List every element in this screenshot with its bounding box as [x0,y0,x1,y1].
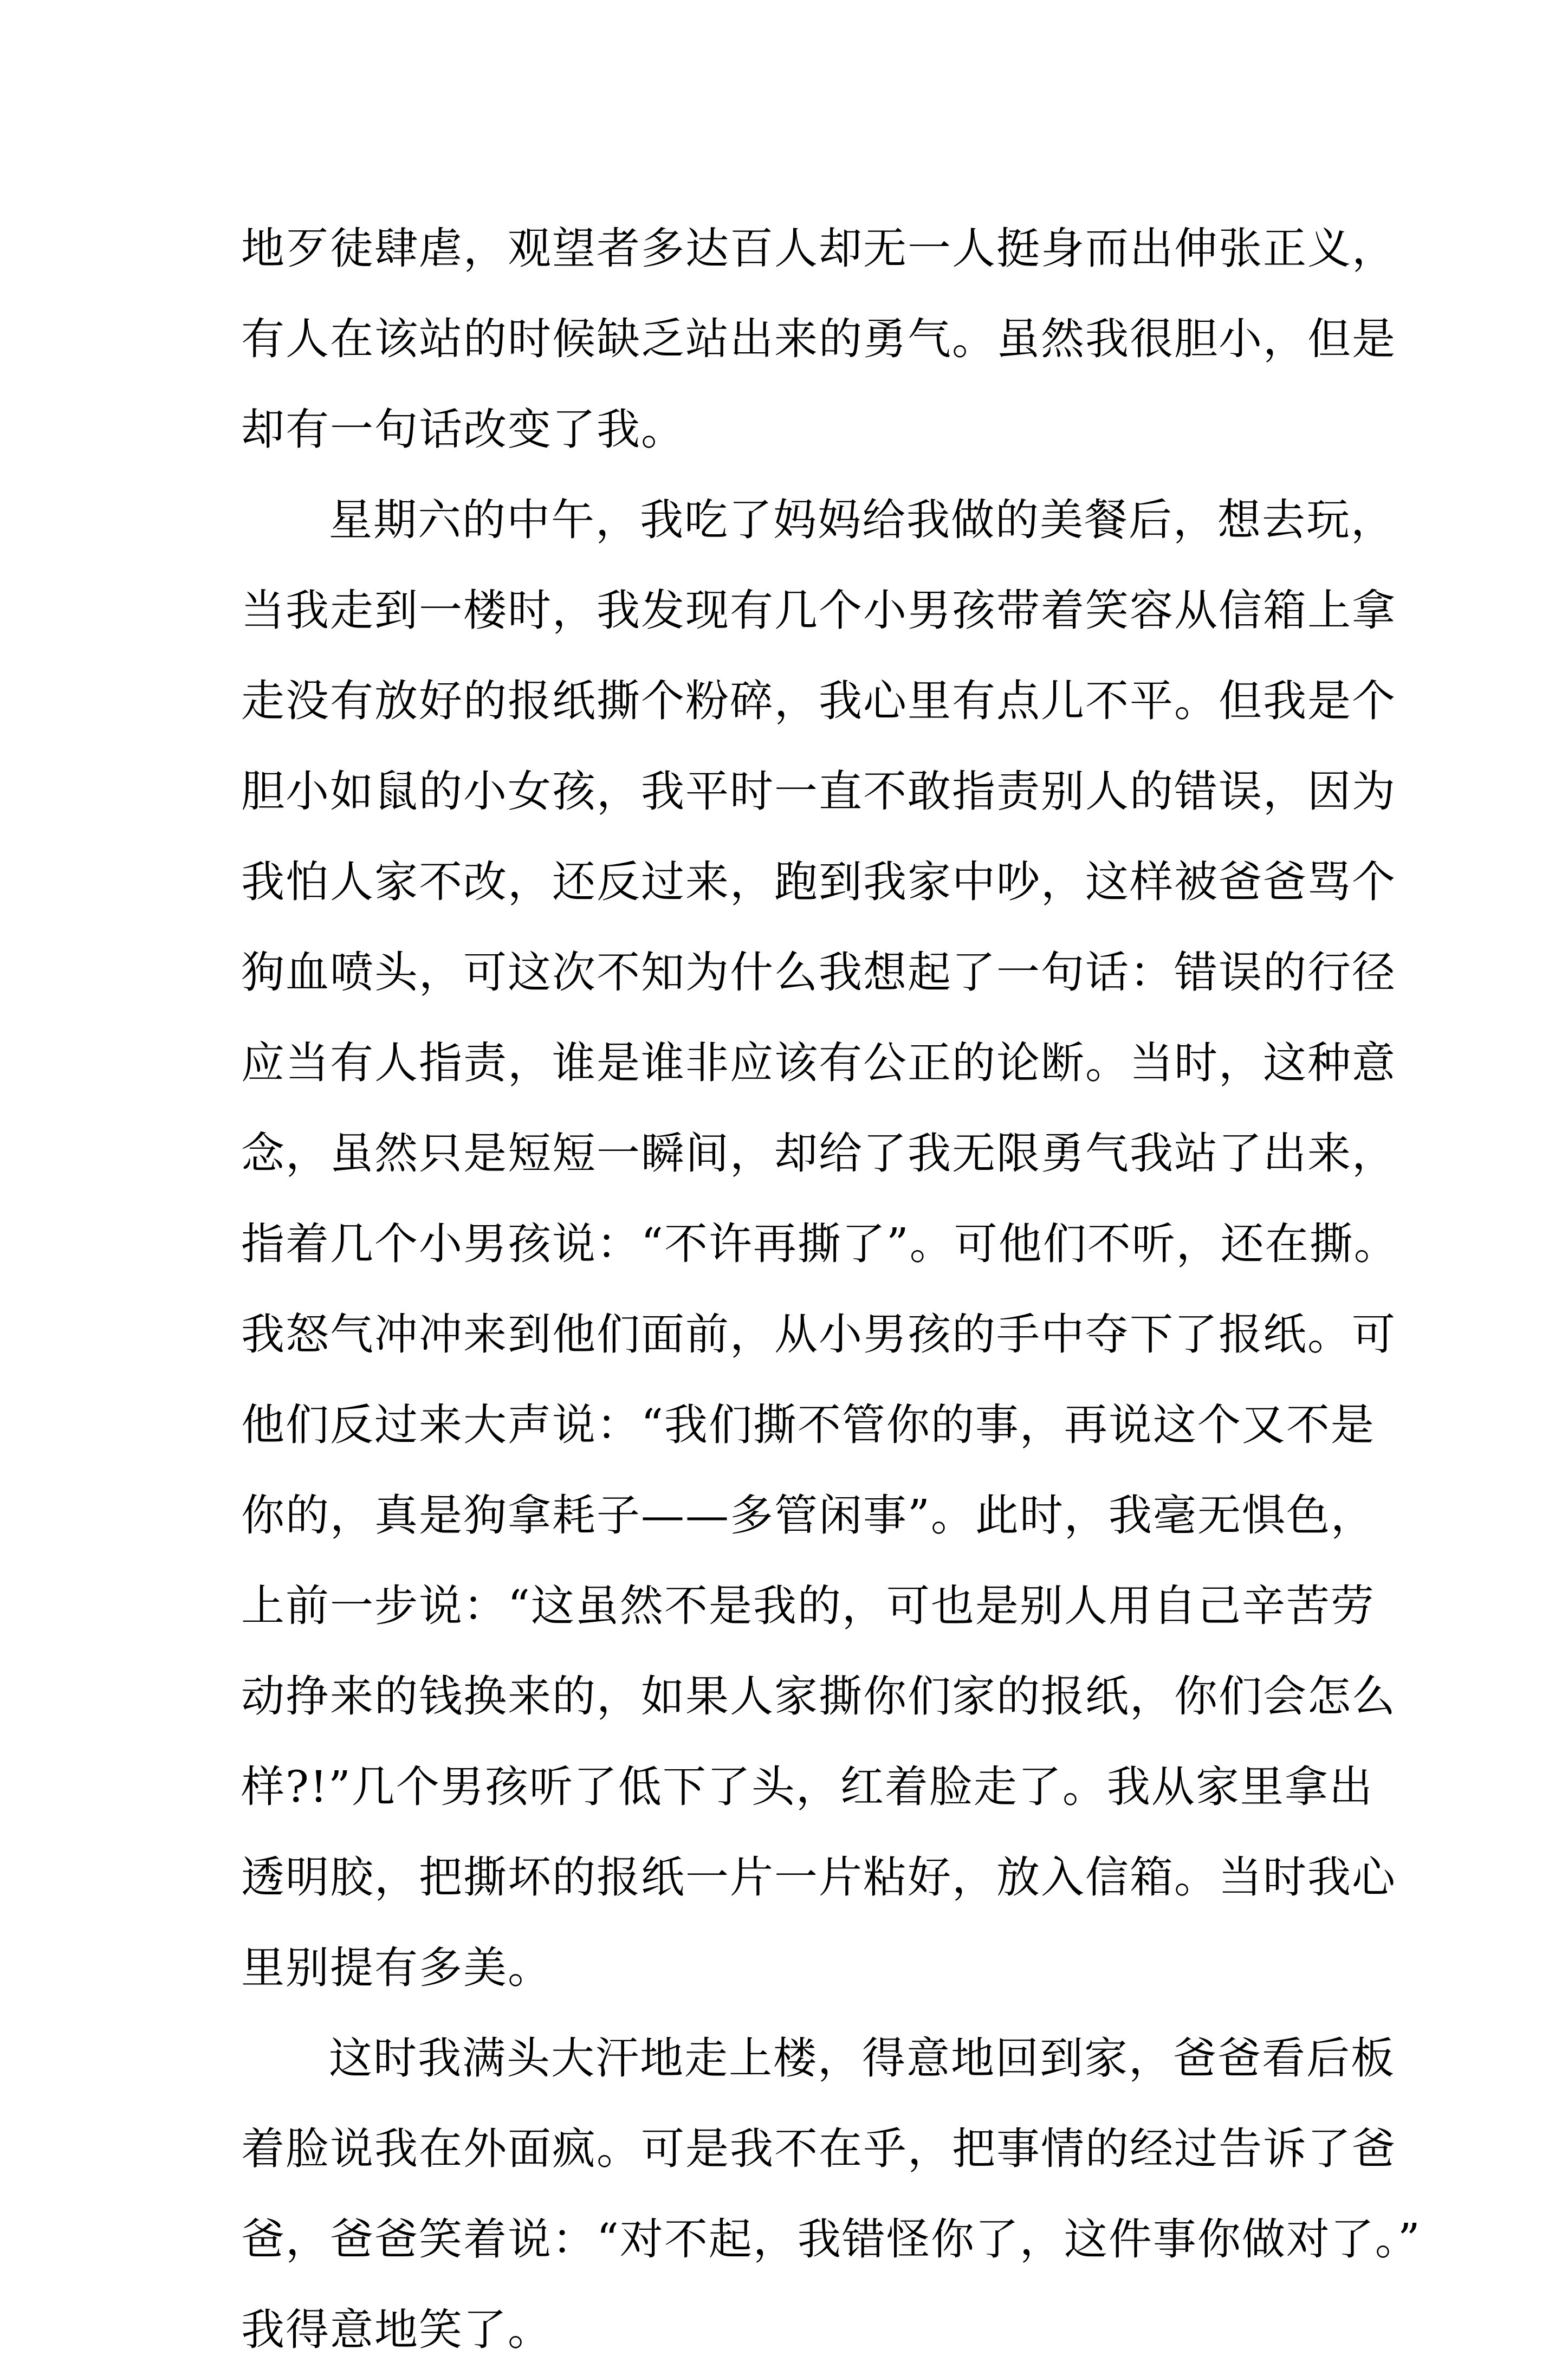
text-line: 我怕人家不改，还反过来，跑到我家中吵，这样被爸爸骂个 [241,857,1396,907]
paragraph-first-line: 这时我满头大汗地走上楼，得意地回到家，爸爸看后板 [329,2033,1395,2083]
text-line: 地歹徒肆虐，观望者多达百人却无一人挺身而出伸张正义， [241,223,1396,274]
text-line: 着脸说我在外面疯。可是我不在乎，把事情的经过告诉了爸 [241,2124,1396,2174]
text-line: 他们反过来大声说：“我们撕不管你的事，再说这个又不是 [241,1400,1375,1450]
text-line: 有人在该站的时候缺乏站出来的勇气。虽然我很胆小，但是 [241,314,1396,364]
text-line: 样?!”几个男孩听了低下了头，红着脸走了。我从家里拿出 [241,1762,1373,1812]
text-line: 爸，爸爸笑着说：“对不起，我错怪你了，这件事你做对了。” [241,2214,1421,2264]
text-line: 你的，真是狗拿耗子——多管闲事”。此时，我毫无惧色， [241,1490,1375,1541]
text-line: 狗血喷头，可这次不知为什么我想起了一句话：错误的行径 [241,947,1396,998]
text-line: 我怒气冲冲来到他们面前，从小男孩的手中夺下了报纸。可 [241,1309,1396,1360]
text-line: 透明胶，把撕坏的报纸一片一片粘好，放入信箱。当时我心 [241,1852,1396,1902]
body-text [241,203,1421,2375]
text-line: 指着几个小男孩说：“不许再撕了”。可他们不听，还在撕。 [241,1219,1398,1269]
text-line: 胆小如鼠的小女孩，我平时一直不敢指责别人的错误，因为 [241,766,1396,817]
text-line: 走没有放好的报纸撕个粉碎，我心里有点儿不平。但我是个 [241,676,1396,726]
text-line: 却有一句话改变了我。 [241,404,685,455]
text-line: 上前一步说：“这虽然不是我的，可也是别人用自己辛苦劳 [241,1581,1375,1631]
text-line: 念，虽然只是短短一瞬间，却给了我无限勇气我站了出来， [241,1128,1396,1179]
text-line: 里别提有多美。 [241,1943,552,1993]
text-line: 应当有人指责，谁是谁非应该有公正的论断。当时，这种意 [241,1038,1396,1088]
text-line: 当我走到一楼时，我发现有几个小男孩带着笑容从信箱上拿 [241,585,1396,636]
paragraph-first-line: 星期六的中午，我吃了妈妈给我做的美餐后，想去玩， [329,495,1395,545]
text-line: 动挣来的钱换来的，如果人家撕你们家的报纸，你们会怎么 [241,1671,1396,1722]
text-line: 我得意地笑了。 [241,2305,552,2355]
